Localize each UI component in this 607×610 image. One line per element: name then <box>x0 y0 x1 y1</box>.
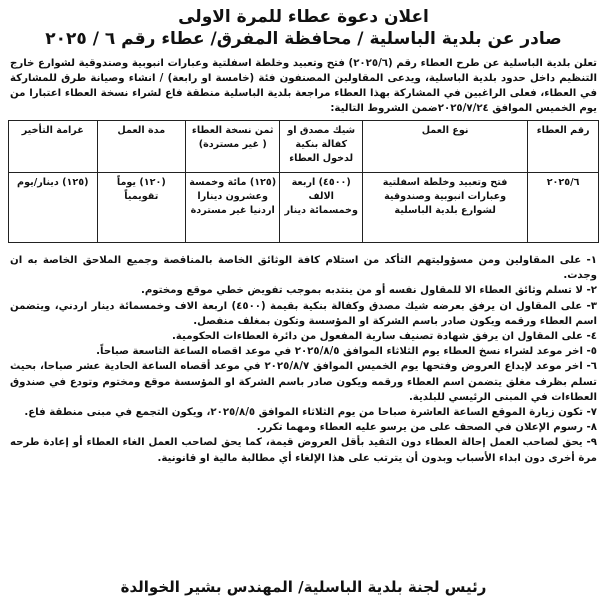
header-guarantee: شيك مصدق او كفالة بنكية لدخول العطاء <box>280 121 363 173</box>
cell-work-type: فتح وتعبيد وخلطة اسفلتية وعبارات انبوبية وصندوقية لشوارع بلدية الباسلية <box>363 173 528 243</box>
header-work-type: نوع العمل <box>363 121 528 173</box>
term-item: ٤- على المقاول ان يرفق شهادة تصنيف سارية المفعول من دائرة العطاءات الحكومية. <box>171 331 597 343</box>
cell-copy-price: (١٢٥) مائة وخمسة وعشرون دينارا اردنيا غير مستردة <box>186 173 280 243</box>
term-item: ٥- اخر موعد لشراء نسخ العطاء يوم الثلاثاء الموافق ٢٠٢٥/٨/٥ في موعد اقصاه الساعة التاسعة صباحاً. <box>96 346 597 358</box>
term-item: ٦- اخر موعد لإيداع العروض وفتحها يوم الخميس الموافق ٢٠٢٥/٨/٧ في موعد أقصاه الساعة الحادية عشر صباحا، بحيث تسلم بظرف مغلق يتضمن اسم العطاء ورقمه ويكون صادر باسم الشركة او المؤسسة موقع ومختوم وتودع في صندوق العطاءات في المبنى الرئيسي للبلدية. <box>10 361 597 403</box>
cell-duration: (١٢٠) يوماً تقويمياً <box>97 173 186 243</box>
cell-tender-no: ٢٠٢٥/٦ <box>528 173 599 243</box>
term-item: ١- على المقاولين ومن مسؤوليتهم التأكد من استلام كافة الوثائق الخاصة بالمناقصة وجميع الملاحق الخاصة به ان وجدت. <box>10 255 597 282</box>
signature-line: رئيس لجنة بلدية الباسلية/ المهندس بشير الخوالدة <box>120 578 487 596</box>
table-header-row <box>9 121 599 173</box>
term-item: ٣- على المقاول ان يرفق بعرضه شيك مصدق وكفالة بنكية بقيمة (٤٥٠٠) اربعة الاف وخمسمائة دينار اردني، ويتضمن اسم العطاء ورقمه ويكون صادر باسم الشركة او المؤسسة وتكون بمغلف منفصل. <box>10 300 597 327</box>
header-delay-fine: غرامة التأخير <box>9 121 98 173</box>
term-item: ٩- يحق لصاحب العمل إحالة العطاء دون التقيد بأقل العروض قيمة، كما يحق لصاحب العمل الغاء العطاء أو إعادة طرحه مرة أخرى دون ابداء الأسباب وبدون أن يترتب على هذا الإلغاء أي مطالبة مالية او قانونية. <box>10 437 597 464</box>
intro-paragraph: تعلن بلدية الباسلية عن طرح العطاء رقم (٢٠٢٥/٦) فتح وتعبيد وخلطة اسفلتية وعبارات انبوبية وصندوقية لشوارع خارج التنظيم داخل حدود بلدية الباسلية، ويدعى المقاولين المصنفون فئة (خامسة او رابعة) / انشاء وصيانة طرق للمشاركة في العطاء، فعلى الراغبين في المشاركة بهذا العطاء مراجعة بلدية الباسلية منطقة فاع لشراء نسخة العطاء اعتبارا من يوم الخميس الموافق ٢٠٢٥/٧/٢٤ضمن الشروط التالية: <box>10 58 597 114</box>
terms-list <box>8 253 599 466</box>
header-copy-price: ثمن نسخة العطاء ( غير مستردة) <box>186 121 280 173</box>
term-item: ٨- رسوم الإعلان في الصحف على من يرسو عليه العطاء ومهما تكرر. <box>256 422 597 434</box>
term-item: ٢- لا تسلم وثائق العطاء الا للمقاول نفسه أو من ينتدبه بموجب تفويض خطي موقع ومختوم. <box>140 285 597 297</box>
header-duration: مدة العمل <box>97 121 186 173</box>
announcement-title: اعلان دعوة عطاء للمرة الاولى <box>178 7 429 27</box>
cell-guarantee: (٤٥٠٠) اربعة الالف وخمسمائة دينار <box>280 173 363 243</box>
term-item: ٧- تكون زيارة الموقع الساعة العاشرة صباحا من يوم الثلاثاء الموافق ٢٠٢٥/٨/٥، ويكون التجمع في مبنى منطقة فاع. <box>24 407 597 419</box>
tender-table <box>8 120 599 243</box>
table-row <box>9 173 599 243</box>
announcement-subtitle: صادر عن بلدية الباسلية / محافظة المفرق/ عطاء رقم ٦ / ٢٠٢٥ <box>45 29 562 49</box>
cell-delay-fine: (١٢٥) دينار/يوم <box>9 173 98 243</box>
header-tender-no: رقم العطاء <box>528 121 599 173</box>
